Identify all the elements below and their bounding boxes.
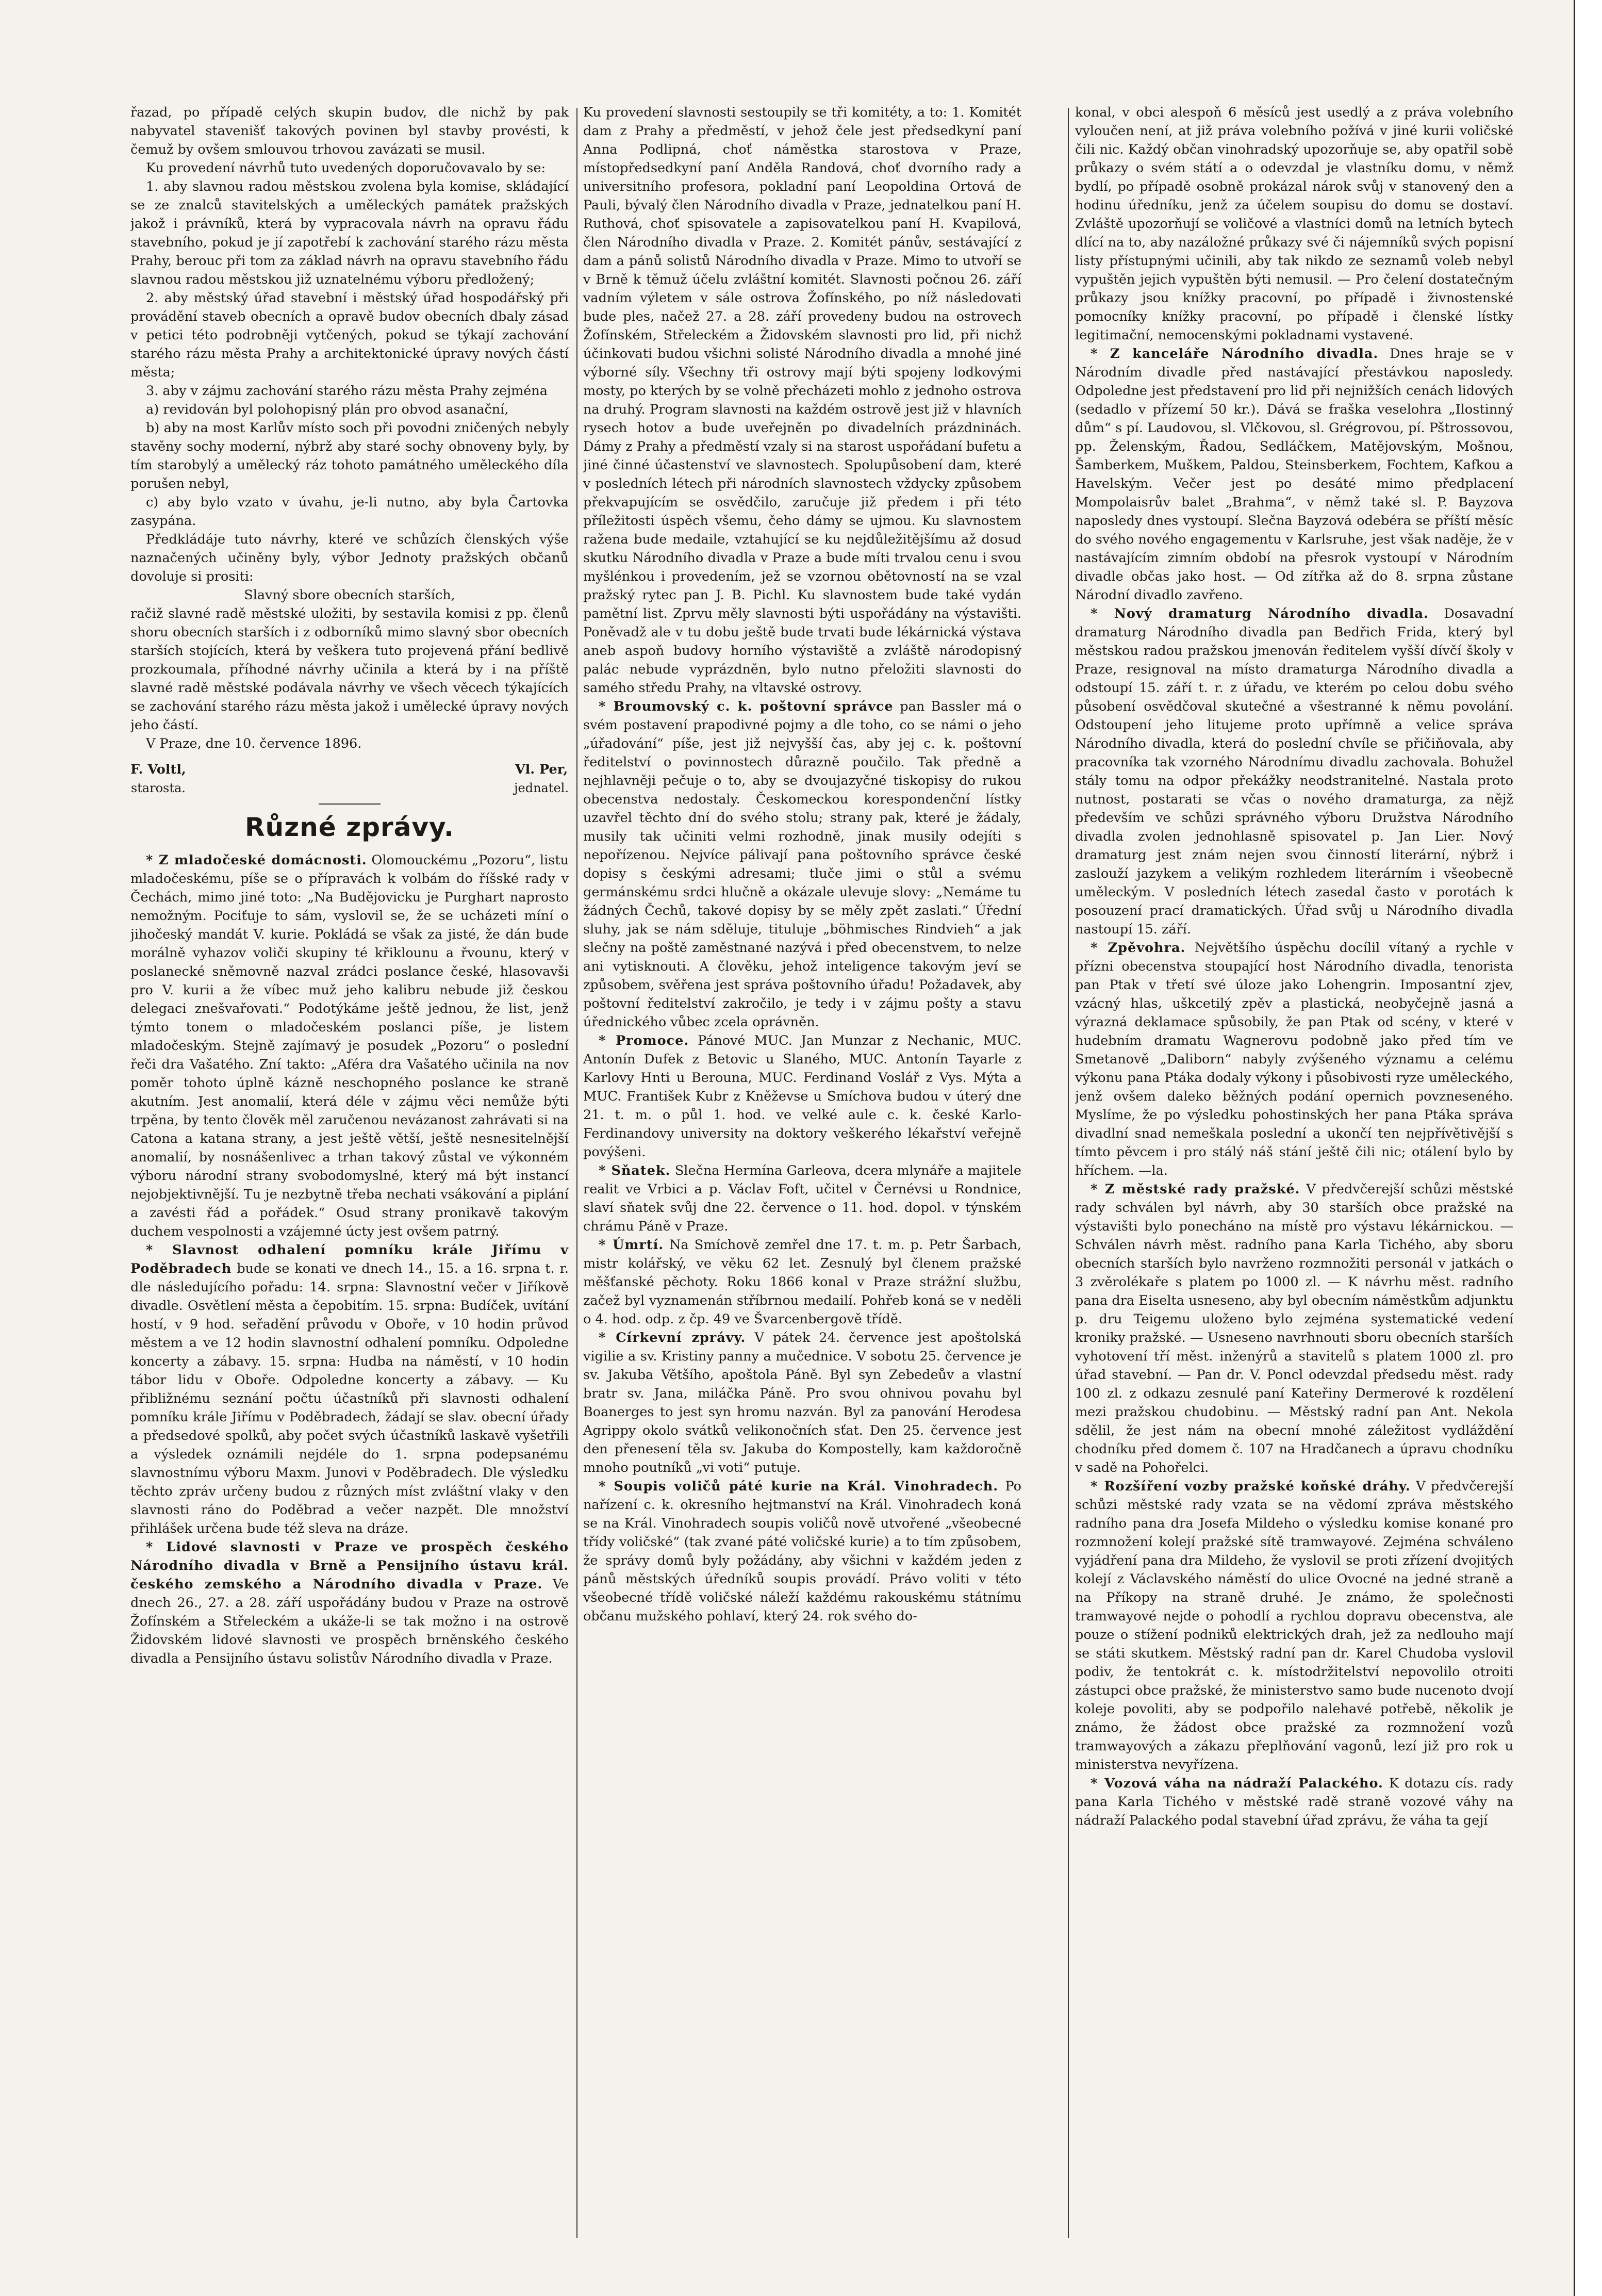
article-text: Dnes hraje se v Národním divadle před nastávající přestávkou naposledy. Odpoledne jest představení pro lid při nejnižších cenách lidových (sedadlo v přízemí 50 kr.). Dává se fraška veselohra „Ilostinný dům“ s pí. Laudovou, sl. Vlčkovou, sl. Grégrovou, pí. Pštrossovou, pp. Želenským, Řadou, Sedláčkem, Matějovským, Mošnou, Šamberkem, Muškem, Paldou, Steinsberkem, Fochtem, Kafkou a Havelským. Večer jest po desáté mimo předplacení Mompolaisrův balet „Brahma“, v němž také sl. P. Bayzova naposledy dnes vystoupí. Slečna Bayzová odebéra se příští měsíc do svého nového engagementu v Karlsruhe, jest však naděje, že v nastávajícím zimním období na přesrok vystoupí v Národním divadle občas jako host. — Od zítřka až do 8. srpna zůstane Národní divadlo zavřeno. xyxy=(1075,346,1513,603)
section-title: Různé zprávy. xyxy=(245,812,454,842)
article-text: Největšího úspěchu docílil vítaný a rychle v přízni obecenstva stoupající host Národního divadla, tenorista pan Ptak v třetí své úloze jako Lohengrin. Imposantní zjev, vzácný hlas, uškcetilý zpěv a plastická, neobyčejně jasná a výrazná deklamace spůsobily, že pan Ptak od scény, v které v hudebním dramatu Wagnerovu podobně jako před tím ve Smetanově „Daliborn“ nabyly zvýšeného významu a celému výkonu pana Ptáka dodaly výkony i působivosti ryze uměleckého, jenž ovšem daleko běžných podání opernich povzneseného. Myslíme, že po výsledku pohostinských her pana Ptáka správa divadlní snad nemeškala poslední a ukončí ten nejpřívětivější s tímto pěvcem i pro stálý náš stání ještě čili nic; otálení bylo by hříchem. —la. xyxy=(1075,940,1513,1178)
list-item: c) aby bylo vzato v úvahu, je-li nutno, aby byla Čartovka zasypána. xyxy=(130,495,569,529)
list-item: 3. aby v zájmu zachování starého rázu města Prahy zejména xyxy=(146,383,548,399)
article-text: Předkládáje tuto návrhy, které ve schůzích členských výše naznačených učiněny byly, výbor Jednoty pražských občanů dovoluje si prositi: xyxy=(130,532,569,584)
article-headline: * Nový dramaturg Národního divadla. xyxy=(1091,606,1429,621)
article-headline: * Zpěvohra. xyxy=(1091,940,1186,956)
article-text: račiž slavné radě městské uložiti, by sestavila komisi z pp. členů shoru obecních starších i z odborníků mimo slavný sbor obecních starších stojících, která by veškera tuto projevená přání bedlivě prozkoumala, příhodné návrhy učinila a která by i na příště slavné radě městské podávala návrhy ve všech věcech týkajících se zachování starého rázu města jakož i umělecké úpravy nových jeho částí. xyxy=(130,606,569,733)
article-text: V pátek 24. července jest apoštolská vigilie a sv. Kristiny panny a mučednice. V sobotu 25. července je sv. Jakuba Většího, apoštola Páně. Byl syn Zebedeův a vlastní bratr sv. Jana, miláčka Páně. Pro svou ohnivou povahu byl Boanerges to jest syn hromu nazván. Byl za panování Herodesa Agrippy okolo svátků velikonočních sťat. Den 25. července jest den přenesení těla sv. Jakuba do Kompostelly, kam každoročně mnoho poutníků „vi voti“ putuje. xyxy=(583,1330,1021,1475)
article-text: Na Smíchově zemřel dne 17. t. m. p. Petr Šarbach, mistr kolářský, ve věku 62 let. Zesnulý byl členem pražské měšťanské pěchoty. Roku 1866 konal v Praze strážní službu, začež byl vyznamenán stříbrnou medailí. Pohřeb koná se v neděli o 4. hod. odp. z čp. 49 ve Švarcenbergově třídě. xyxy=(583,1237,1021,1327)
article-text: Slečna Hermína Garleova, dcera mlynáře a majitele realit ve Vrbici a p. Václav Foft, učitel v Černévsi u Rondnice, slaví sňatek svůj dne 22. července o 11. hod. dopol. v týnském chrámu Páně v Praze. xyxy=(583,1163,1021,1234)
article-headline: * Sňatek. xyxy=(599,1163,671,1178)
article-text: řazad, po případě celých skupin budov, dle nichž by pak nabyvatel stavenišť takových povinen byl stavby provésti, k čemuž by ovšem smlouvou trhovou zavázati se musil. xyxy=(130,105,569,157)
list-item: a) revidován byl polohopisný plán pro obvod asanační, xyxy=(146,402,509,417)
article-text: bude se konati ve dnech 14., 15. a 16. srpna t. r. dle následujícího pořadu: 14. srpna: Slavnostní večer v Jiříkově divadle. Osvětlení města a čepobitím. 15. srpna: Budíček, uvítání hostí, v 9 hod. seřadění průvodu v Oboře, v 10 hodin průvod městem a ve 12 hodin slavnostní odhalení pomníku. Odpoledne koncerty a zábavy. 15. srpna: Hudba na náměstí, v 10 hodin tábor lidu v Oboře. Odpoledne koncerty a zábavy. — Ku přibližnému seznání počtu účastníků při slavnosti odhalení pomníku krále Jiřímu v Poděbradech, žádají se slav. obecní úřady a předsedové spolků, aby počet svých účastníků laskavě vyšetřili a výsledek oznámili nejdéle do 1. srpna podepsanému slavnostnímu výboru Maxm. Junovi v Poděbradech. Dle výsledku těchto zpráv určeny budou z různých míst zvláštní vlaky v den slavnosti ráno do Poděbrad a večer nazpět. Dle množství přihlášek určena bude též sleva na dráze. xyxy=(130,1261,569,1536)
article-headline: * Úmrtí. xyxy=(599,1237,664,1253)
page-edge-strip xyxy=(1574,0,1602,2296)
article-text: Ku provedení návrhů tuto uvedených doporučovavalo by se: xyxy=(146,160,546,176)
article-text: Ku provedení slavnosti sestoupily se tři komitéty, a to: 1. Komitét dam z Prahy a předměstí, v jehož čele jest předsedkyní paní Anna Podlipná, choť náměstka starostova v Praze, místopředsedkyní paní Anděla Randová, choť dvorního rady a universitního profesora, pokladní paní Leopoldina Ortová de Pauli, bývalý člen Národního divadla v Praze, jednatelkou paní H. Ruthová, choť spisovatele a zapisovatelkou paní H. Kvapilová, člen Národního divadla v Praze. 2. Komitét pánův, sestávající z dam a pánů solistů Národního divadla v Praze. Mimo to utvoří se v Brně k těmuž účelu zvláštní komitét. Slavnosti počnou 26. září vadním výletem v sále ostrova Žofínského, po níž následovati bude ples, načež 27. a 28. září provedeny budou na ostrovech Žofínském, Střeleckém a Židovském slavnosti pro lid, při nichž účinkovati budou všichni solisté Národního divadla a mnohé jiné výborné síly. Všechny tři ostrovy mají býti spojeny lodkovými mosty, po kterých by se volně přecházeti mohlo z jednoho ostrova na druhý. Program slavnosti na každém ostrově jest již v hlavních rysech hotov a bude uveřejněn po divadelních prázdninách. Dámy z Prahy a předměstí vzaly si na starost uspořádaní bufetu a jiné činné účastenství ve slavnostech. Spolupůsobení dam, které v posledních létech při národních slavnostech vždycky způsobem překvapujícím se osvědčilo, zaručuje již předem i při této příležitosti úspěch všemu, čeho dámy se ujmou. Ku slavnostem ražena bude medaile, vztahující se ku nejdůležitějšímu až dosud skutku Národního divadla v Praze a bude míti trvalou cenu i svou myšlénkou i provedením, jež se vzornou obětovností na se vzal pražský rytec pan J. B. Pichl. Ku slavnostem bude také vydán pamětní list. Zprvu měly slavnosti býti uspořádány na výstavišti. Poněvadž ale v tu dobu ještě bude trvati bude lékárnická výstava aneb aspoň budovy horního výstaviště a zvláště národopisný palác nebude vyprázdněn, bylo nutno přeložiti slavnosti do samého středu Prahy, na vltavské ostrovy. xyxy=(583,105,1021,696)
article-text: V předvčerejší schůzi městské rady schválen byl návrh, aby 30 starších obce pražské na výstavišti bylo ponecháno na místě pro výstavu lékárnickou. — Schválen návrh měst. radního pana Karla Tichého, aby sboru obecních starších bylo navrženo rozmnožiti personál v jatkách o 3 zvěrolékaře s platem po 1000 zl. — K návrhu měst. radního pana dra Eiselta usneseno, aby byl obecním náměstkům adjunktu p. dru Teigemu uloženo bylo zejména systematické vedení kroniky pražské. — Usneseno navrhnouti sboru obecních starších vyhotovení tří měst. inženýrů a stavitelů s platem 1000 zl. pro úřad stavební. — Pan dr. V. Poncl odevzdal předsedu měst. rady 100 zl. z odkazu zesnulé paní Kateřiny Dermerové k rozdělení mezi pražskou chudobinu. — Městský radní pan Ant. Nekola sdělil, že jest nám na obecní mnohé záležitost vydláždění chodníku před domem č. 107 na Hradčanech a úpravu chodníku v sadě na Pohořelci. xyxy=(1075,1182,1513,1475)
signature-right xyxy=(514,760,569,797)
column-1 xyxy=(130,103,569,2243)
column-rule xyxy=(576,108,577,2238)
signature-left xyxy=(130,760,186,797)
signatory-role: starosta. xyxy=(130,781,186,795)
article-headline: * Z městské rady pražské. xyxy=(1091,1182,1300,1197)
article-headline: * Z mladočeské domácnosti. xyxy=(146,852,367,868)
signatory-name: Vl. Per, xyxy=(515,762,568,777)
article-headline: * Církevní zprávy. xyxy=(599,1330,746,1346)
article-text: V předvčerejší schůzi městské rady vzata se na vědomí zpráva městského radního pana dra Josefa Mildeho o výsledku komise konané pro rozmnožení kolejí pražské sítě tramwayové. Zejména schváleno vyjádření pana dra Mildeho, že vyslovil se proti zřízení dvojitých kolejí z Václavského náměstí do ulice Ovocné na jedné straně a na Příkopy na straně druhé. Je známo, že společnosti tramwayové nejde o pohodlí a rychlou dopravu obecenstva, ale pouze o stížení podniků elektrických drah, jež za nedlouho mají se státi skutkem. Městský radní pan dr. Karel Chudoba vyslovil podiv, že tentokrát c. k. místodržitelství nepovolilo otroiti zástupci obce pražské, že ministerstvo samo bude nucenoto dvojí koleje povoliti, aby se podpořilo nalehavé potřebě, několik je známo, že žádost obce pražské za rozmnožení vozů tramwayových a zákazu přeplňování vagonů, lezí již pro rok u ministerstva nevyřízena. xyxy=(1075,1479,1513,1773)
article-text: Ve dnech 26., 27. a 28. září uspořádány budou v Praze na ostrově Žofínském a Střeleckém a ukáže-li se tak možno i na ostrově Židovském lidové slavnosti ve prospěch brněnského českého divadla a Pensijního ústavu solistův Národního divadla v Praze. xyxy=(130,1577,569,1666)
article-headline: * Soupis voličů páté kurie na Král. Vinohradech. xyxy=(599,1479,999,1494)
article-text: Pánové MUC. Jan Munzar z Nechanic, MUC. Antonín Dufek z Betovic u Slaného, MUC. Antonín Tayarle z Karlovy Hnti u Berouna, MUC. Ferdinand Voslář z Vys. Mýta a MUC. František Kubr z Kněževse u Smíchova budou v úterý dne 21. t. m. o půl 1. hod. ve velké aule c. k. české Karlo-Ferdinandovy university na doktory veškerého lékařství veřejně povýšeni. xyxy=(583,1033,1021,1160)
signatures xyxy=(130,760,569,797)
column-2 xyxy=(583,103,1021,2243)
article-headline: * Slavnost odhalení pomníku krále Jiřímu v Poděbradech xyxy=(130,1242,569,1276)
article-headline: * Vozová váha na nádraží Palackého. xyxy=(1091,1776,1383,1791)
article-headline: * Lidové slavnosti v Praze ve prospěch českého Národního divadla v Brně a Pensijního ústavu král. českého zemského a Národního divadla v Praze. xyxy=(130,1539,569,1592)
signatory-role: jednatel. xyxy=(514,781,569,795)
list-item: b) aby na most Karlův místo soch při povodni zničených nebyly stavěny sochy moderní, nýbrž aby staré sochy obnoveny byly, by tím starobylý a umělecký ráz tohoto památného uměleckého díla porušen nebyl, xyxy=(130,420,569,491)
article-text: K dotazu cís. rady pana Karla Tichého v městské radě straně vozové váhy na nádraží Palackého podal stavební úřad zprávu, že váha ta gejí xyxy=(1075,1776,1513,1828)
article-headline: * Broumovský c. k. poštovní správce xyxy=(599,699,894,714)
article-text: konal, v obci alespoň 6 měsíců jest usedlý a z práva volebního vyloučen není, at již práva volebního požívá v jiné kurii voličské čili nic. Každý občan vinohradský upozorňuje se, aby opatřil sobě průkazy o svém státí a o odevzdal je vlastníku domu, v němž bydlí, po případě osobně prokázal nárok svůj v stanovený den a hodinu úředníku, jenž za účelem soupisu do domu se dostaví. Zvláště upozorňují se voličové a vlastníci domů na letních bytech dlící na to, aby nazáložné průkazy své či nájemníků svých popisní listy přístupnými učinili, aby tak nikdo ze seznamů voleb nebyl vypuštěn jejich vypuštěn býti nemusil. — Pro čelení dostatečným průkazy jsou knížky pracovní, po případě i živnostenské pomocníky knížky pracovní, po případě i členské lístky legitimační, nemocenskými pokladnami vystavené. xyxy=(1075,105,1513,343)
column-3 xyxy=(1075,103,1513,2243)
salutation: Slavný sbore obecních starších, xyxy=(244,587,455,603)
article-headline: * Z kanceláře Národního divadla. xyxy=(1091,346,1379,362)
article-text: pan Bassler má o svém postavení prapodivné pojmy a dle toho, co se námi o jeho „úřadování“ píše, jest již nejvyšší čas, aby jej c. k. poštovní ředitelství o povinnostech důrazně poučilo. Tak předně a nejhlavněji pečuje o to, aby se dvoujazyčné tiskopisy do rukou obecenstva nedostaly. Českomeckou korespondenční lístky uzavřel těchto dní do svého stolu; strany pak, které je žádaly, musily tak učiniti velmi rozhodně, jinak musily odejíti s nepořízenou. Nejvíce pálivají pana poštovního správce české dopisy s českými adresami; tluče jimi o stůl a svému germánskému srdci hlučně a okázale ulevuje slovy: „Nemáme tu žádných Čechů, takové dopisy by se měly zpět zaslati.“ Úřední sluhy, jak se nám sděluje, titulujе „böhmisches Rindvieh“ a jak slečny na poště zaměstnané nazývá i před obecenstvem, to nelze ani vytisknouti. A člověku, jehož inteligence takovým jeví se způsobem, svěřena jest správa poštovního úřadu! Požadavek, aby poštovní ředitelství zakročilo, je tedy i v zájmu pošty a stavu úřednického vůbec zcela oprávněn. xyxy=(583,699,1021,1030)
article-text: Dosavadní dramaturg Národního divadla pan Bedřich Frida, který byl městskou radou pražskou jmenován ředitelem vyšší dívčí školy v Praze, resignoval na místo dramaturga Národního divadla a odstoupí 15. září t. r. z úřadu, ve kterém po celou dobu svého působení osvědčoval skutečné a všestranné k němu povolání. Odstoupení jeho litujeme proto upřímně a velice správa Národního divadla, která do poslední chvíle se přičiňovala, aby pracovníka tak vzorného Národnímu divadlu zachovala. Bohužel stály tomu na odpor překážky neodstranitelné. Nastala proto nutnost, postarati se včas o nového dramaturga, za nějž především ve schůzi správného výboru Družstva Národního divadla zvolen jednohlasně spisovatel p. Jan Lier. Nový dramaturg jest znám nejen svou činností literární, nýbrž i zaslouží jazykem a velikým rozhledem literárním i všeobecně uměleckým. V posledních létech zasedal často v porotách k posouzení prací dramatických. Úřad svůj u Národního divadla nastoupí 15. září. xyxy=(1075,606,1513,937)
list-item: 1. aby slavnou radou městskou zvolena byla komise, skládající se ze znalců stavitelských a uměleckých památek pražských jakož i právníků, která by vypracovala návrh na opravu řádu stavebního, pokud je jí zapotřebí k zachování starého rázu města Prahy, berouc při tom za základ návrh na opravu stavebního řádu slavnou radou městskou již uznatelnému výboru předložený; xyxy=(130,179,569,287)
article-text: Po nařízení c. k. okresního hejtmanství na Král. Vinohradech koná se na Král. Vinohradech soupis voličů nově utvořené „všeobecné třídy voličské“ (tak zvané páté voličské kurie) a to tím způsobem, že správy domů byly požádány, aby všichni v každém jeden z pánů městských úředníků soupis provádí. Právo voliti v této všeobecné třídě voličské náleží každému rakouskému státnímu občanu mužského pohlaví, který 24. rok svého do- xyxy=(583,1479,1021,1624)
list-item: 2. aby městský úřad stavební i městský úřad hospodářský při provádění staveb obecních a opravě budov obecních dbaly zásad v petici této podrobněji vytčených, pokud se týkají zachování starého rázu města Prahy a architektonické úpravy nových částí města; xyxy=(130,290,569,380)
article-headline: * Promoce. xyxy=(599,1033,689,1048)
column-rule xyxy=(1068,108,1069,2238)
dateline: V Praze, dne 10. července 1896. xyxy=(146,736,362,751)
signatory-name: F. Voltl, xyxy=(130,762,186,777)
divider xyxy=(319,803,381,805)
article-text: Olomouckému „Pozoru“, listu mladočeskému, píše se o přípravách k volbám do říšské rady v Čechách, mimo jiné toto: „Na Budějovicku je Purghart naprosto nemožným. Pociťuje to sám, vyslovil se, že se ucházeti míní o jihočeský mandát V. kurie. Pokládá se však za jisté, že dán bude morálně vyhazov voliči skupiny té křiklounu a řvounu, který v poslanecké sněmovně nazval zrádci poslance české, hlasovavši pro V. kurii a že víbec muž jeho kalibru nebude již českou delegaci znešvařovati.“ Podotýkáme ještě jednou, že list, jenž týmto tonem o mladočeském poslanci píše, je listem mladočeským. Stejně zajímavý je posudek „Pozoru“ o poslední řeči dra Vašatého. Zní takto: „Aféra dra Vašatého učinila na nov poměr tohoto úplně kázně neschopného poslance ke straně akutním. Jest anomalií, která déle v zájmu věci nemůže býti trpěna, by tento člověk měl zaručenou nevázanost zahrávati si na Catona a katana strany, a jest ještě větší, ještě nesnesitelnější anomalií, by nosnášenlivec a trhan takový zůstal ve výkonném výboru národní strany svobodomyslné, který má být instancí nejobjektivnější. Tu je nezbytně třeba nechati vsákování a piplání a zavésti řád a pořádek.“ Osud strany pronikavě takovým duchem vespolnosti a vzájemné úcty jest ovšem patrný. xyxy=(130,852,569,1239)
article-headline: * Rozšíření vozby pražské koňské dráhy. xyxy=(1091,1479,1411,1494)
